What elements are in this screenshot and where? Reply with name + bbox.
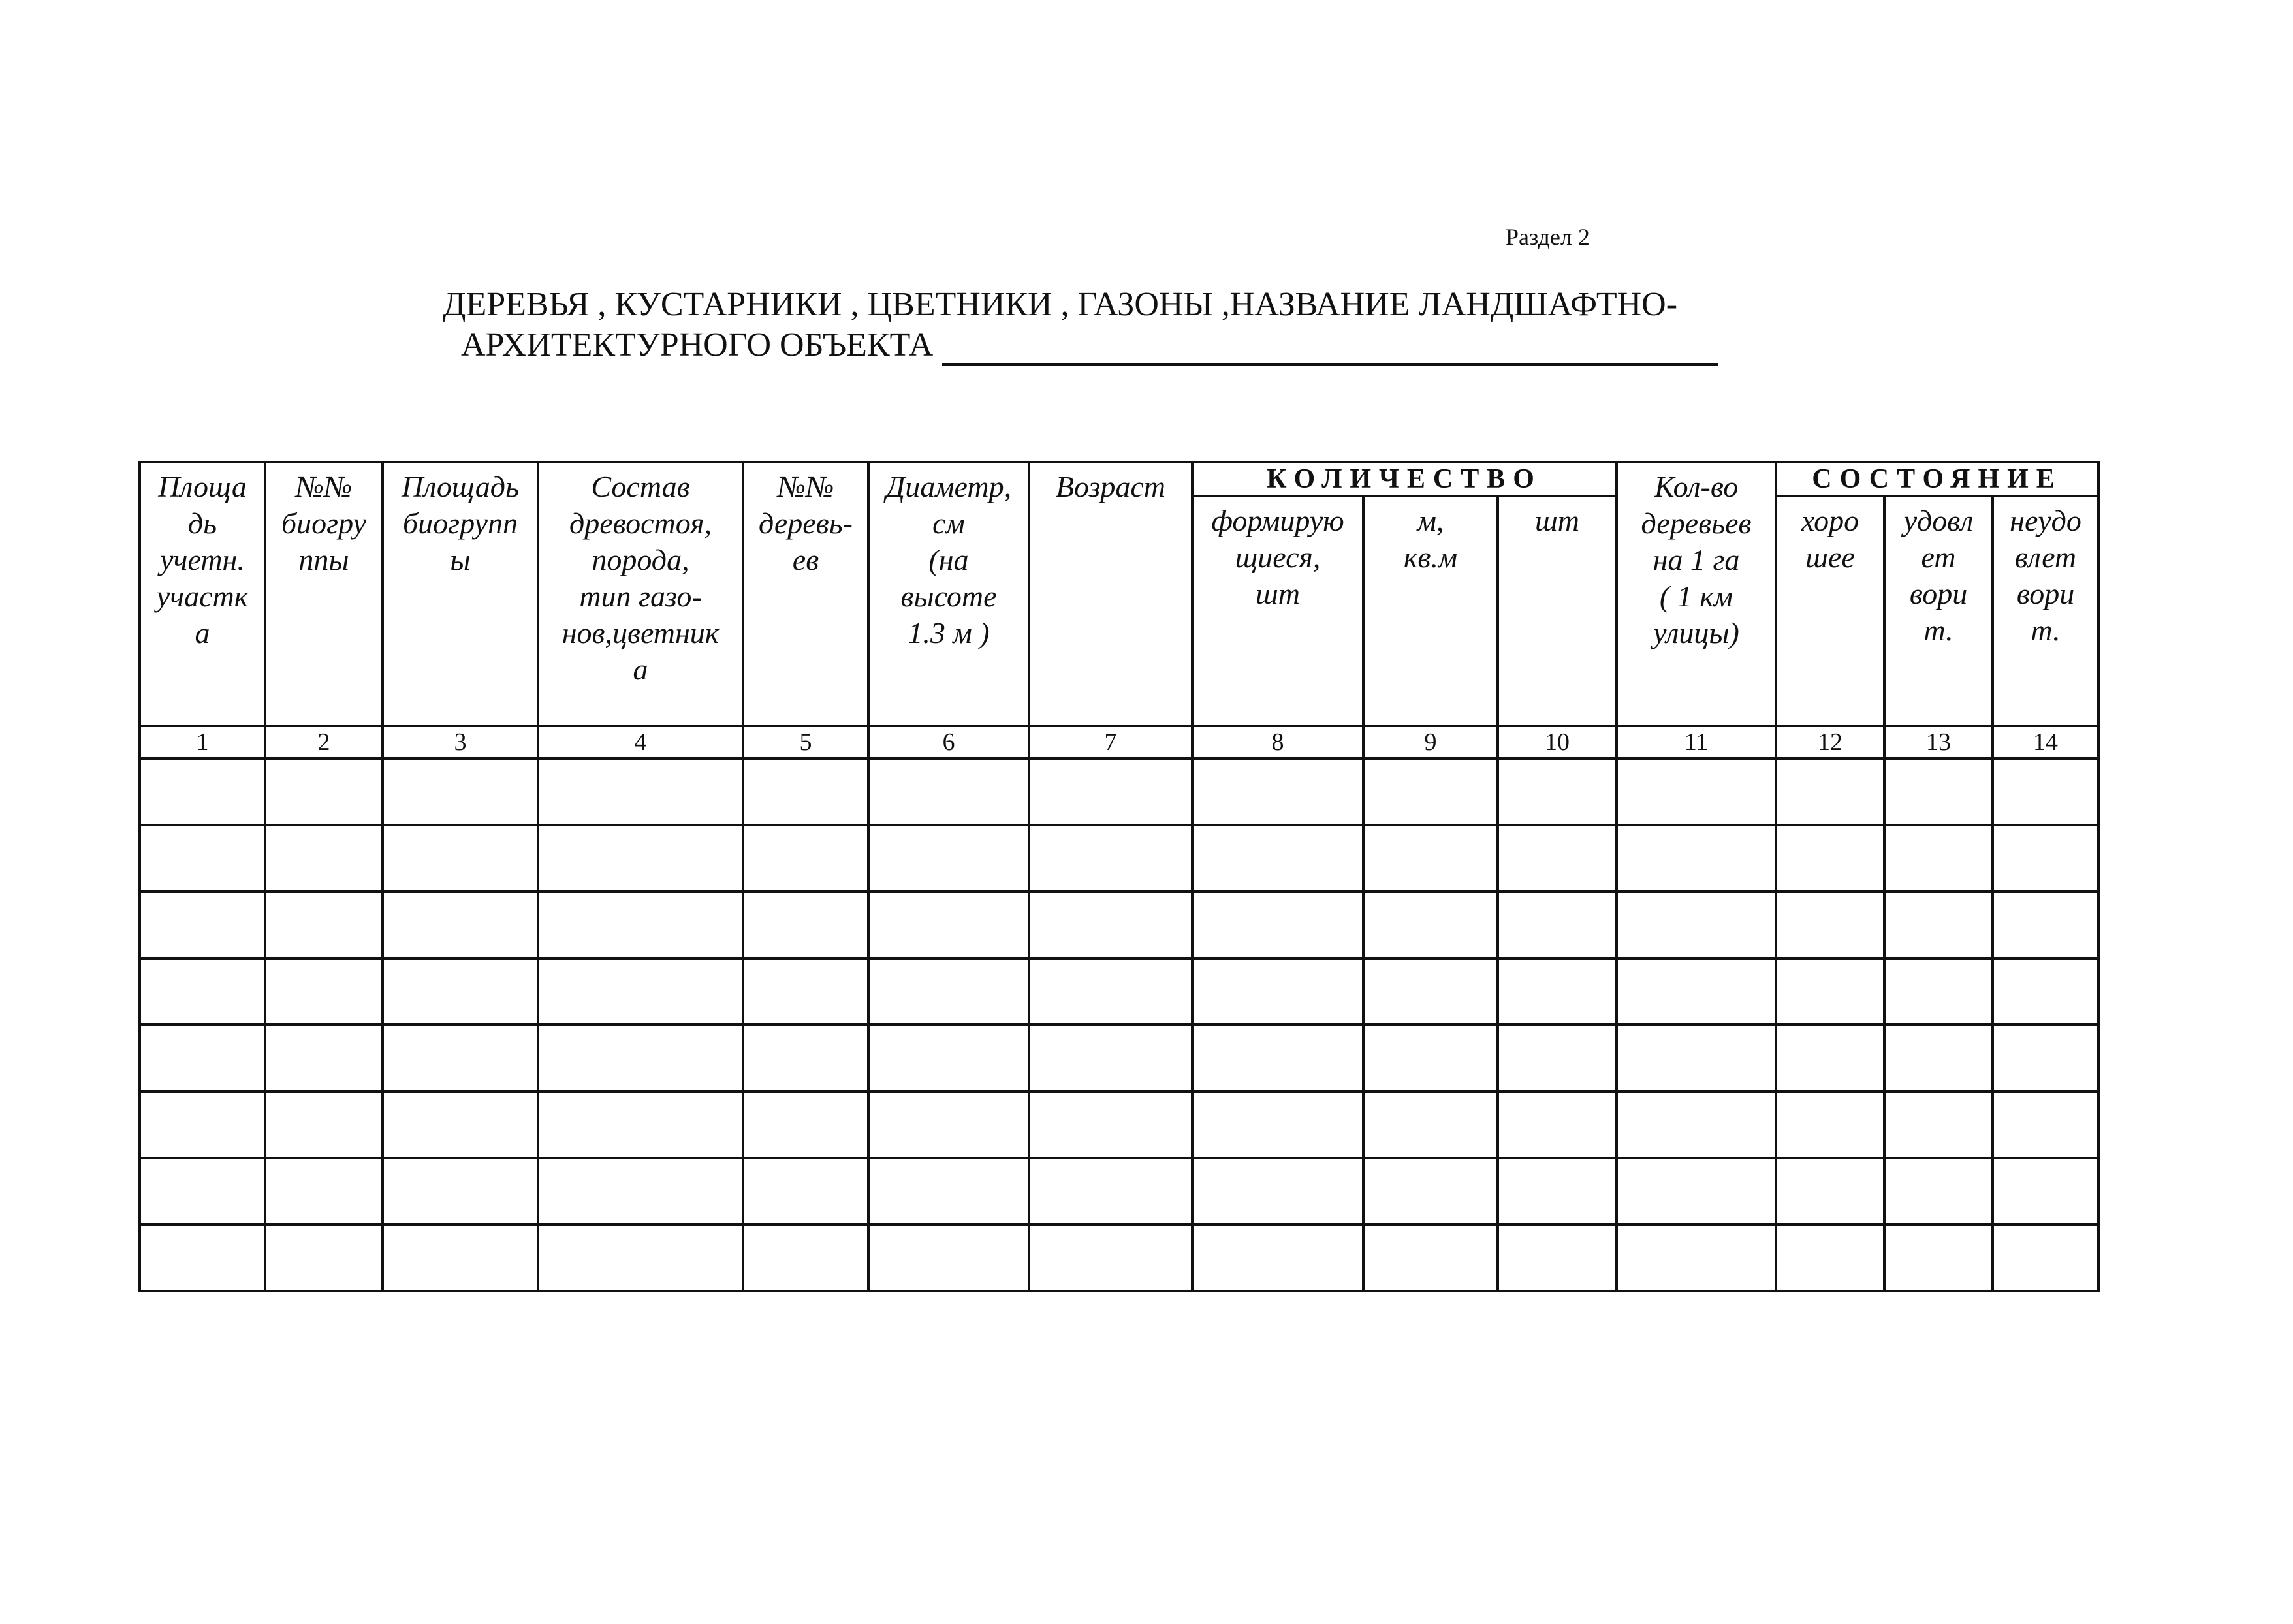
table-cell: [1993, 892, 2098, 958]
table-cell: [1776, 1225, 1884, 1291]
table-cell: [1617, 958, 1776, 1025]
table-cell: [538, 958, 743, 1025]
table-cell: [868, 1091, 1029, 1158]
table-cell: [140, 758, 265, 825]
table-cell: [383, 825, 538, 892]
header-biogroup-area: [383, 462, 538, 726]
table-cell: [265, 1091, 383, 1158]
table-cell: [1884, 1225, 1993, 1291]
header-text-line: улицы): [1653, 616, 1739, 649]
table-row: [140, 1025, 2098, 1091]
table-cell: [140, 1025, 265, 1091]
header-text-line: хоро: [1801, 504, 1859, 537]
table-cell: [140, 825, 265, 892]
column-number: 2: [265, 726, 383, 758]
column-number: 4: [538, 726, 743, 758]
header-text-line: учетн.: [160, 543, 245, 576]
group-quantity: КОЛИЧЕСТВО: [1192, 462, 1617, 496]
header-text-line: вори: [1909, 577, 1968, 610]
table-cell: [1363, 758, 1498, 825]
header-text-line: ет: [1921, 540, 1956, 574]
header-text-line: высоте: [900, 580, 997, 613]
header-text-line: ппы: [298, 543, 349, 576]
table-cell: [1498, 1025, 1617, 1091]
table-cell: [140, 958, 265, 1025]
header-plot-area: [140, 462, 265, 726]
table-cell: [743, 892, 868, 958]
table-cell: [538, 1091, 743, 1158]
header-text-line: шт: [1535, 504, 1579, 537]
form-title: [443, 285, 1718, 366]
header-text-line: шт: [1256, 577, 1300, 610]
title-line-2: [443, 325, 1718, 366]
table-cell: [383, 958, 538, 1025]
header-text-line: Состав: [591, 470, 690, 503]
table-row: [140, 825, 2098, 892]
header-pcs: [1498, 496, 1617, 726]
header-text-line: тип газо-: [579, 580, 702, 613]
table-cell: [383, 758, 538, 825]
table-cell: [265, 958, 383, 1025]
header-diameter: [868, 462, 1029, 726]
table-cell: [1192, 758, 1363, 825]
table-cell: [1617, 1158, 1776, 1225]
title-line-2-text: АРХИТЕКТУРНОГО ОБЪЕКТА: [461, 326, 934, 364]
table-cell: [538, 1225, 743, 1291]
table-row: [140, 758, 2098, 825]
header-text-line: а: [633, 653, 648, 686]
table-cell: [868, 1158, 1029, 1225]
table-cell: [1776, 1025, 1884, 1091]
table-cell: [1776, 758, 1884, 825]
table-cell: [538, 1025, 743, 1091]
header-text-line: древостоя,: [569, 507, 712, 540]
header-text-line: Возраст: [1055, 470, 1166, 503]
table-cell: [1192, 1158, 1363, 1225]
header-text-line: биогрупп: [403, 507, 518, 540]
header-text-line: биогру: [281, 507, 366, 540]
table-cell: [1993, 1158, 2098, 1225]
table-cell: [1993, 1225, 2098, 1291]
table-cell: [868, 958, 1029, 1025]
table-cell: [1884, 958, 1993, 1025]
table-cell: [1363, 1225, 1498, 1291]
table-cell: [1617, 1025, 1776, 1091]
header-text-line: ев: [792, 543, 819, 576]
header-text-line: щиеся,: [1235, 540, 1321, 574]
table-cell: [1884, 1091, 1993, 1158]
table-cell: [1363, 1158, 1498, 1225]
column-number: 5: [743, 726, 868, 758]
table-cell: [1029, 958, 1192, 1025]
header-text-line: влет: [2014, 540, 2077, 574]
table-cell: [383, 892, 538, 958]
table-cell: [1029, 1225, 1192, 1291]
header-text-line: деревьев: [1641, 507, 1752, 540]
table-cell: [1029, 758, 1192, 825]
table-cell: [1884, 1158, 1993, 1225]
table-cell: [1363, 958, 1498, 1025]
header-text-line: (на: [928, 543, 969, 576]
table-cell: [743, 1091, 868, 1158]
column-number-row: [140, 726, 2098, 758]
data-rows: [140, 758, 2098, 1291]
table-cell: [1776, 1158, 1884, 1225]
table-cell: [1498, 892, 1617, 958]
table-cell: [265, 758, 383, 825]
table-cell: [743, 825, 868, 892]
table-cell: [1363, 825, 1498, 892]
table-cell: [1498, 1091, 1617, 1158]
table-cell: [1192, 825, 1363, 892]
table-cell: [1993, 825, 2098, 892]
table-cell: [1884, 758, 1993, 825]
table-cell: [868, 1225, 1029, 1291]
table-cell: [743, 1225, 868, 1291]
table-cell: [1192, 958, 1363, 1025]
column-number: 9: [1363, 726, 1498, 758]
table-cell: [743, 1025, 868, 1091]
table-cell: [383, 1225, 538, 1291]
table-cell: [1776, 825, 1884, 892]
header-text-line: №№: [777, 470, 834, 503]
table-cell: [1192, 892, 1363, 958]
header-text-line: нов,цветник: [561, 616, 720, 649]
header-tree-number: [743, 462, 868, 726]
table-cell: [538, 758, 743, 825]
table-cell: [1617, 1225, 1776, 1291]
table-cell: [868, 825, 1029, 892]
table-cell: [1029, 892, 1192, 958]
table-cell: [1617, 892, 1776, 958]
header-age: [1029, 462, 1192, 726]
table-cell: [1498, 758, 1617, 825]
header-text-line: неудо: [2010, 504, 2081, 537]
table-cell: [1617, 1091, 1776, 1158]
header-text-line: Площа: [158, 470, 247, 503]
header-text-line: на 1 га: [1653, 543, 1740, 576]
header-text-line: а: [195, 616, 210, 649]
table-cell: [538, 892, 743, 958]
table-cell: [1363, 1025, 1498, 1091]
table-cell: [1993, 958, 2098, 1025]
column-number: 11: [1617, 726, 1776, 758]
column-number: 3: [383, 726, 538, 758]
header-text-line: см: [932, 507, 965, 540]
table-cell: [383, 1091, 538, 1158]
group-condition: СОСТОЯНИЕ: [1776, 462, 2098, 496]
header-text-line: №№: [295, 470, 353, 503]
header-text-line: формирую: [1211, 504, 1344, 537]
header-text-line: ( 1 км: [1659, 580, 1733, 613]
header-text-line: Диаметр,: [885, 470, 1012, 503]
table-cell: [1993, 1025, 2098, 1091]
table-cell: [383, 1158, 538, 1225]
table-cell: [743, 758, 868, 825]
header-text-line: Площадь: [402, 470, 519, 503]
table-cell: [1884, 825, 1993, 892]
table-cell: [265, 1025, 383, 1091]
table-cell: [1884, 892, 1993, 958]
object-name-blank: [942, 333, 1718, 366]
table-cell: [1617, 758, 1776, 825]
header-text-line: порода,: [592, 543, 689, 576]
table-cell: [383, 1025, 538, 1091]
table-cell: [140, 1158, 265, 1225]
column-number: 14: [1993, 726, 2098, 758]
table-cell: [1776, 892, 1884, 958]
table-cell: [140, 892, 265, 958]
table-cell: [743, 958, 868, 1025]
header-text-line: м,: [1417, 504, 1444, 537]
table-row: [140, 892, 2098, 958]
header-text-line: Кол-во: [1654, 470, 1739, 503]
header-forming: [1192, 496, 1363, 726]
table-row: [140, 1158, 2098, 1225]
header-text-line: шее: [1805, 540, 1855, 574]
header-text-line: вори: [2016, 577, 2075, 610]
table-cell: [1993, 1091, 2098, 1158]
table-cell: [868, 1025, 1029, 1091]
table-cell: [1192, 1225, 1363, 1291]
table-cell: [868, 892, 1029, 958]
header-text-line: деревь-: [759, 507, 853, 540]
column-number: 1: [140, 726, 265, 758]
header-sq-m: [1363, 496, 1498, 726]
table-cell: [265, 892, 383, 958]
header-text-line: кв.м: [1403, 540, 1458, 574]
header-text-line: 1.3 м ): [908, 616, 990, 649]
table-cell: [1029, 825, 1192, 892]
column-number: 13: [1884, 726, 1993, 758]
header-stand-composition: [538, 462, 743, 726]
table-cell: [538, 1158, 743, 1225]
table-cell: [1029, 1025, 1192, 1091]
table-row: [140, 958, 2098, 1025]
table-cell: [1993, 758, 2098, 825]
table-cell: [1192, 1025, 1363, 1091]
table-cell: [1776, 958, 1884, 1025]
header-text-line: удовл: [1903, 504, 1974, 537]
header-biogroup-number: [265, 462, 383, 726]
header-good: [1776, 496, 1884, 726]
table-cell: [265, 1225, 383, 1291]
header-text-line: ы: [450, 543, 471, 576]
header-text-line: участк: [156, 580, 249, 613]
header-text-line: т.: [1923, 614, 1953, 647]
table-cell: [1617, 825, 1776, 892]
table-cell: [1498, 1225, 1617, 1291]
table-row: [140, 1091, 2098, 1158]
table-cell: [1363, 1091, 1498, 1158]
table-cell: [1192, 1091, 1363, 1158]
table-cell: [265, 1158, 383, 1225]
header-text-line: т.: [2031, 614, 2061, 647]
table-cell: [1498, 1158, 1617, 1225]
column-number: 12: [1776, 726, 1884, 758]
table-cell: [743, 1158, 868, 1225]
table-cell: [140, 1091, 265, 1158]
table-cell: [538, 825, 743, 892]
table-cell: [140, 1225, 265, 1291]
header-unsatisfactory: [1993, 496, 2098, 726]
column-number: 10: [1498, 726, 1617, 758]
header-satisfactory: [1884, 496, 1993, 726]
column-number: 7: [1029, 726, 1192, 758]
header-trees-per-ha: [1617, 462, 1776, 726]
section-label: Раздел 2: [1506, 224, 1590, 250]
table-cell: [1776, 1091, 1884, 1158]
table-row: [140, 1225, 2098, 1291]
table-cell: [265, 825, 383, 892]
title-line-1: ДЕРЕВЬЯ , КУСТАРНИКИ , ЦВЕТНИКИ , ГАЗОНЫ ,НАЗВАНИЕ ЛАНДШАФТНО-: [443, 286, 1678, 323]
table-cell: [1029, 1158, 1192, 1225]
column-number: 6: [868, 726, 1029, 758]
column-number: 8: [1192, 726, 1363, 758]
table-cell: [1498, 825, 1617, 892]
register-table: [138, 461, 2100, 1292]
table-cell: [1029, 1091, 1192, 1158]
header-text-line: дь: [187, 507, 217, 540]
table-cell: [1884, 1025, 1993, 1091]
table-cell: [868, 758, 1029, 825]
table-cell: [1498, 958, 1617, 1025]
table-cell: [1363, 892, 1498, 958]
header-group-row: [140, 462, 2098, 496]
